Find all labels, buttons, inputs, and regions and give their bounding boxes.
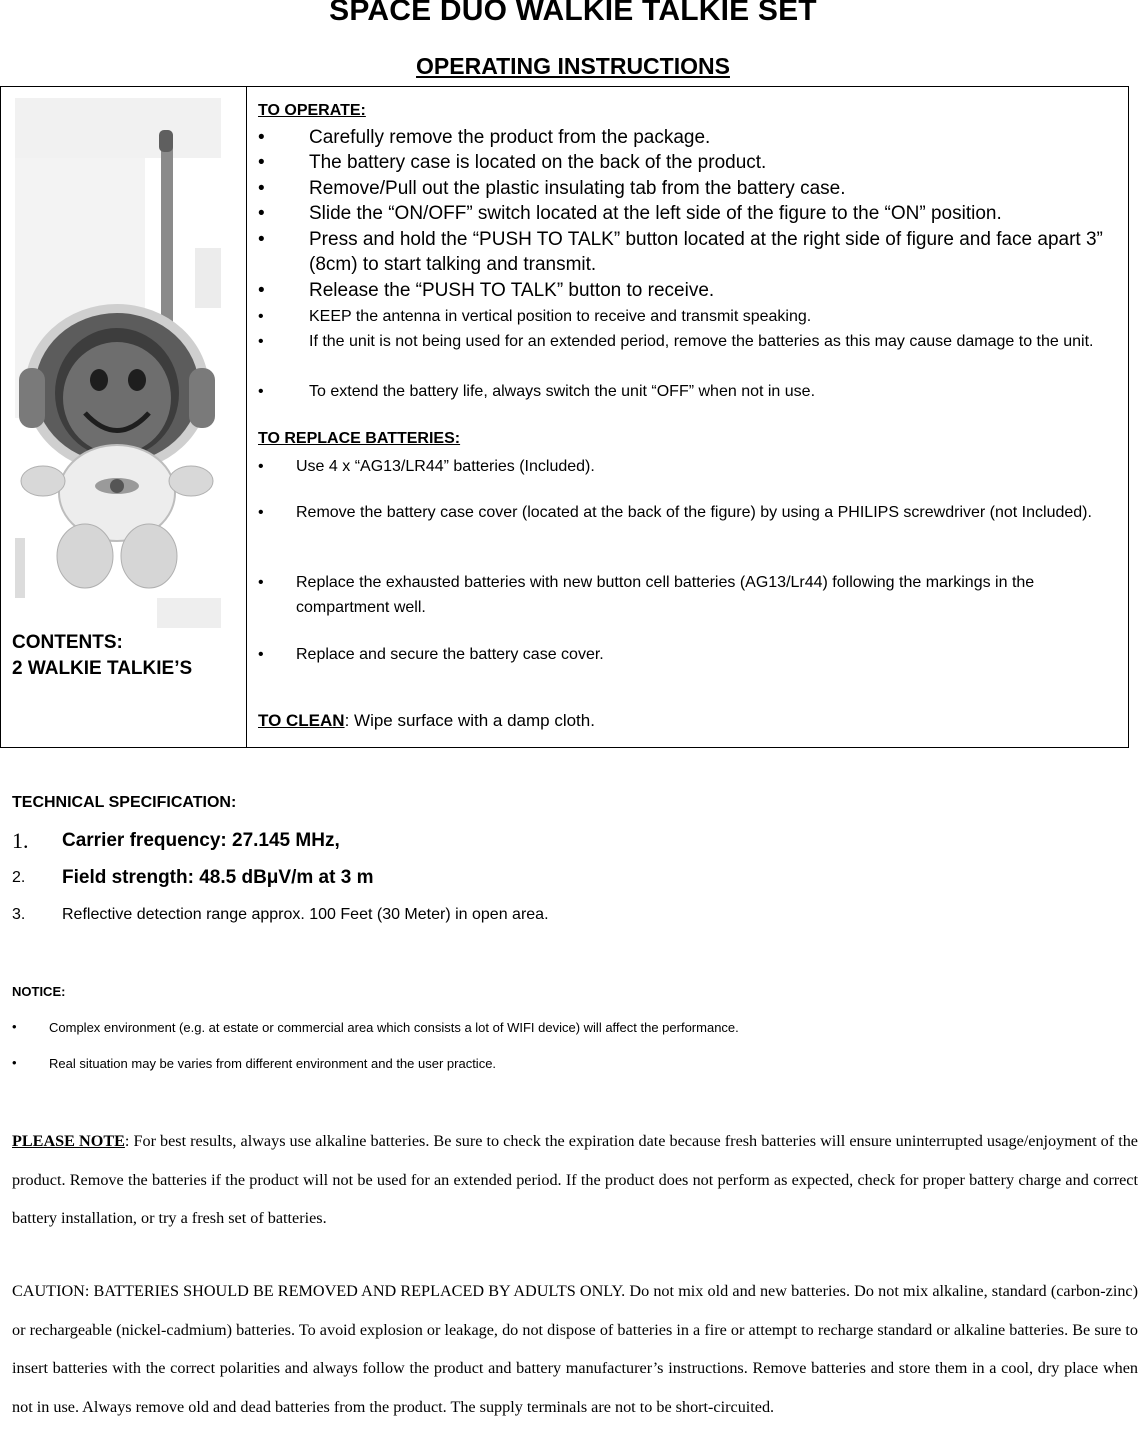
operate-item: • The battery case is located on the back of the product. bbox=[258, 152, 767, 173]
contents-value: 2 WALKIE TALKIE’S bbox=[12, 658, 193, 679]
please-note-paragraph bbox=[12, 1122, 1138, 1238]
replace-item: • Remove the battery case cover (located at the back of the figure) by using a PHILIPS screwdriver (not Included). bbox=[258, 500, 1124, 525]
to-operate-heading: TO OPERATE: bbox=[258, 102, 366, 119]
bullet-icon: • bbox=[258, 504, 264, 521]
replace-item: • Use 4 x “AG13/LR44” batteries (Included). bbox=[258, 454, 1124, 479]
bullet-icon: • bbox=[258, 127, 265, 148]
bullet-icon: • bbox=[258, 458, 264, 475]
to-clean-text: : Wipe surface with a damp cloth. bbox=[344, 711, 595, 730]
bullet-icon: • bbox=[258, 203, 265, 224]
operate-item: • Remove/Pull out the plastic insulating tab from the battery case. bbox=[258, 178, 846, 199]
bullet-icon: • bbox=[258, 178, 265, 199]
table-divider bbox=[246, 87, 247, 747]
spec-number: 2. bbox=[12, 869, 26, 886]
bullet-icon: • bbox=[258, 280, 265, 301]
to-replace-batteries-heading: TO REPLACE BATTERIES: bbox=[258, 430, 461, 447]
operate-item: • KEEP the antenna in vertical position to receive and transmit speaking. bbox=[258, 304, 1124, 329]
technical-specification-heading: TECHNICAL SPECIFICATION: bbox=[12, 794, 237, 811]
document-title: SPACE DUO WALKIE TALKIE SET bbox=[329, 0, 817, 27]
to-clean-line bbox=[258, 711, 595, 731]
bullet-icon: • bbox=[258, 333, 264, 350]
operate-item: • Carefully remove the product from the package. bbox=[258, 127, 711, 148]
bullet-icon: • bbox=[12, 1019, 17, 1034]
caution-paragraph: CAUTION: BATTERIES SHOULD BE REMOVED AND REPLACED BY ADULTS ONLY. Do not mix old and new batteries. Do not mix alkaline, standard (carbon-zinc) or rechargeable (nickel-cadmium) batteries. To avoid explosion or leakage, do not dispose of batteries in a fire or attempt to recharge standard or alkaline batteries. Be sure to insert batteries with the correct polarities and always follow the product and battery manufacturer’s instructions. Remove batteries and store them in a cool, dry place when not in use. Always remove old and dead batteries from the product. The supply terminals are not to be short-circuited. bbox=[12, 1282, 1138, 1416]
bullet-icon: • bbox=[12, 1055, 17, 1070]
spec-number: 1. bbox=[12, 828, 29, 853]
replace-item: • Replace the exhausted batteries with new button cell batteries (AG13/Lr44) following the markings in the compartment well. bbox=[258, 570, 1124, 620]
replace-item: • Replace and secure the battery case cover. bbox=[258, 642, 1124, 667]
operate-item: • Release the “PUSH TO TALK” button to receive. bbox=[258, 280, 715, 301]
bullet-icon: • bbox=[258, 308, 264, 325]
please-note-text: : For best results, always use alkaline batteries. Be sure to check the expiration date because fresh batteries will ensure uninterrupted usage/enjoyment of the product. Remove the batteries if the product will not be used for an extended period. If the product does not perform as expected, check for proper battery charge and correct battery installation, or try a fresh set of batteries. bbox=[12, 1132, 1138, 1227]
contents-label: CONTENTS: bbox=[12, 632, 123, 653]
bullet-icon: • bbox=[258, 383, 264, 400]
bullet-icon: • bbox=[258, 646, 264, 663]
walkie-talkie-figure-image bbox=[15, 98, 221, 628]
notice-item: • Complex environment (e.g. at estate or commercial area which consists a lot of WIFI device) will affect the performance. bbox=[12, 1019, 739, 1035]
contents-block bbox=[12, 630, 192, 682]
operate-item: • Press and hold the “PUSH TO TALK” button located at the right side of figure and face apart 3” (8cm) to start talking and transmit. bbox=[258, 229, 1103, 275]
document-subtitle: OPERATING INSTRUCTIONS bbox=[416, 53, 730, 79]
spec-item: 3. Reflective detection range approx. 100 Feet (30 Meter) in open area. bbox=[12, 906, 549, 923]
bullet-icon: • bbox=[258, 229, 265, 250]
bullet-icon: • bbox=[258, 574, 264, 591]
operate-item: • Slide the “ON/OFF” switch located at the left side of the figure to the “ON” position. bbox=[258, 203, 1002, 224]
spec-item: 1. Carrier frequency: 27.145 MHz, bbox=[12, 828, 340, 853]
bullet-icon: • bbox=[258, 152, 265, 173]
spec-number: 3. bbox=[12, 906, 26, 923]
spec-item: 2. Field strength: 48.5 dBμV/m at 3 m bbox=[12, 867, 374, 888]
operate-item: • If the unit is not being used for an extended period, remove the batteries as this may cause damage to the unit. bbox=[258, 329, 1124, 354]
to-clean-label: TO CLEAN bbox=[258, 711, 345, 730]
notice-item: • Real situation may be varies from different environment and the user practice. bbox=[12, 1055, 497, 1071]
please-note-label: PLEASE NOTE bbox=[12, 1132, 125, 1150]
notice-heading: NOTICE: bbox=[12, 984, 66, 999]
operate-item: • To extend the battery life, always switch the unit “OFF” when not in use. bbox=[258, 379, 1124, 404]
